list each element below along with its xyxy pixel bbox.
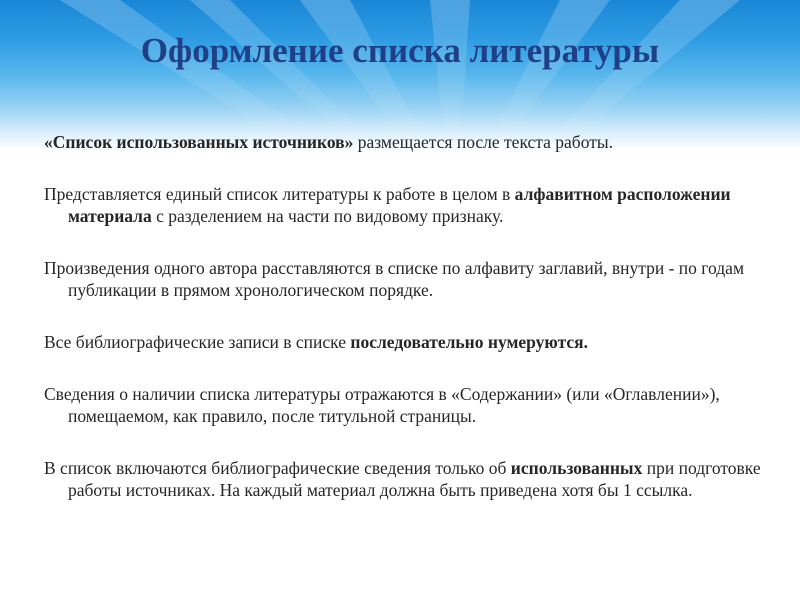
text-regular: с разделением на части по видовому признаку. <box>151 206 504 226</box>
paragraph-author-order <box>44 257 774 301</box>
paragraph-numbering <box>44 331 774 353</box>
text-regular: В список включаются библиографические сведения только об <box>44 458 511 478</box>
text-regular: размещается после текста работы. <box>353 132 614 152</box>
slide-title: Оформление списка литературы <box>140 31 660 70</box>
text-bold: использованных <box>510 458 643 478</box>
paragraph-contents <box>44 383 774 427</box>
paragraph-used-sources <box>44 457 774 501</box>
text-regular: Сведения о наличии списка литературы отражаются в «Содержании» (или «Оглавлении»), помещаемом, как правило, после титульной страницы. <box>44 384 720 426</box>
text-regular: при подготовке работы источниках. На каждый материал должна быть приведена хотя бы 1 ссылка. <box>68 458 761 500</box>
header-light-rays <box>0 0 800 150</box>
text-bold: алфавитном расположении материала <box>68 184 731 226</box>
text-regular: Произведения одного автора расставляются в списке по алфавиту заглавий, внутри - по годам публикации в прямом хронологическом порядке. <box>44 258 745 300</box>
text-bold: «Список использованных источников» <box>44 132 354 152</box>
text-bold: последовательно нумеруются. <box>350 332 588 352</box>
text-regular: Представляется единый список литературы к работе в целом в <box>44 184 515 204</box>
text-regular: Все библиографические записи в списке <box>44 332 351 352</box>
paragraph-single-list <box>44 183 774 227</box>
slide-content <box>44 131 774 531</box>
paragraph-placement <box>44 131 774 153</box>
